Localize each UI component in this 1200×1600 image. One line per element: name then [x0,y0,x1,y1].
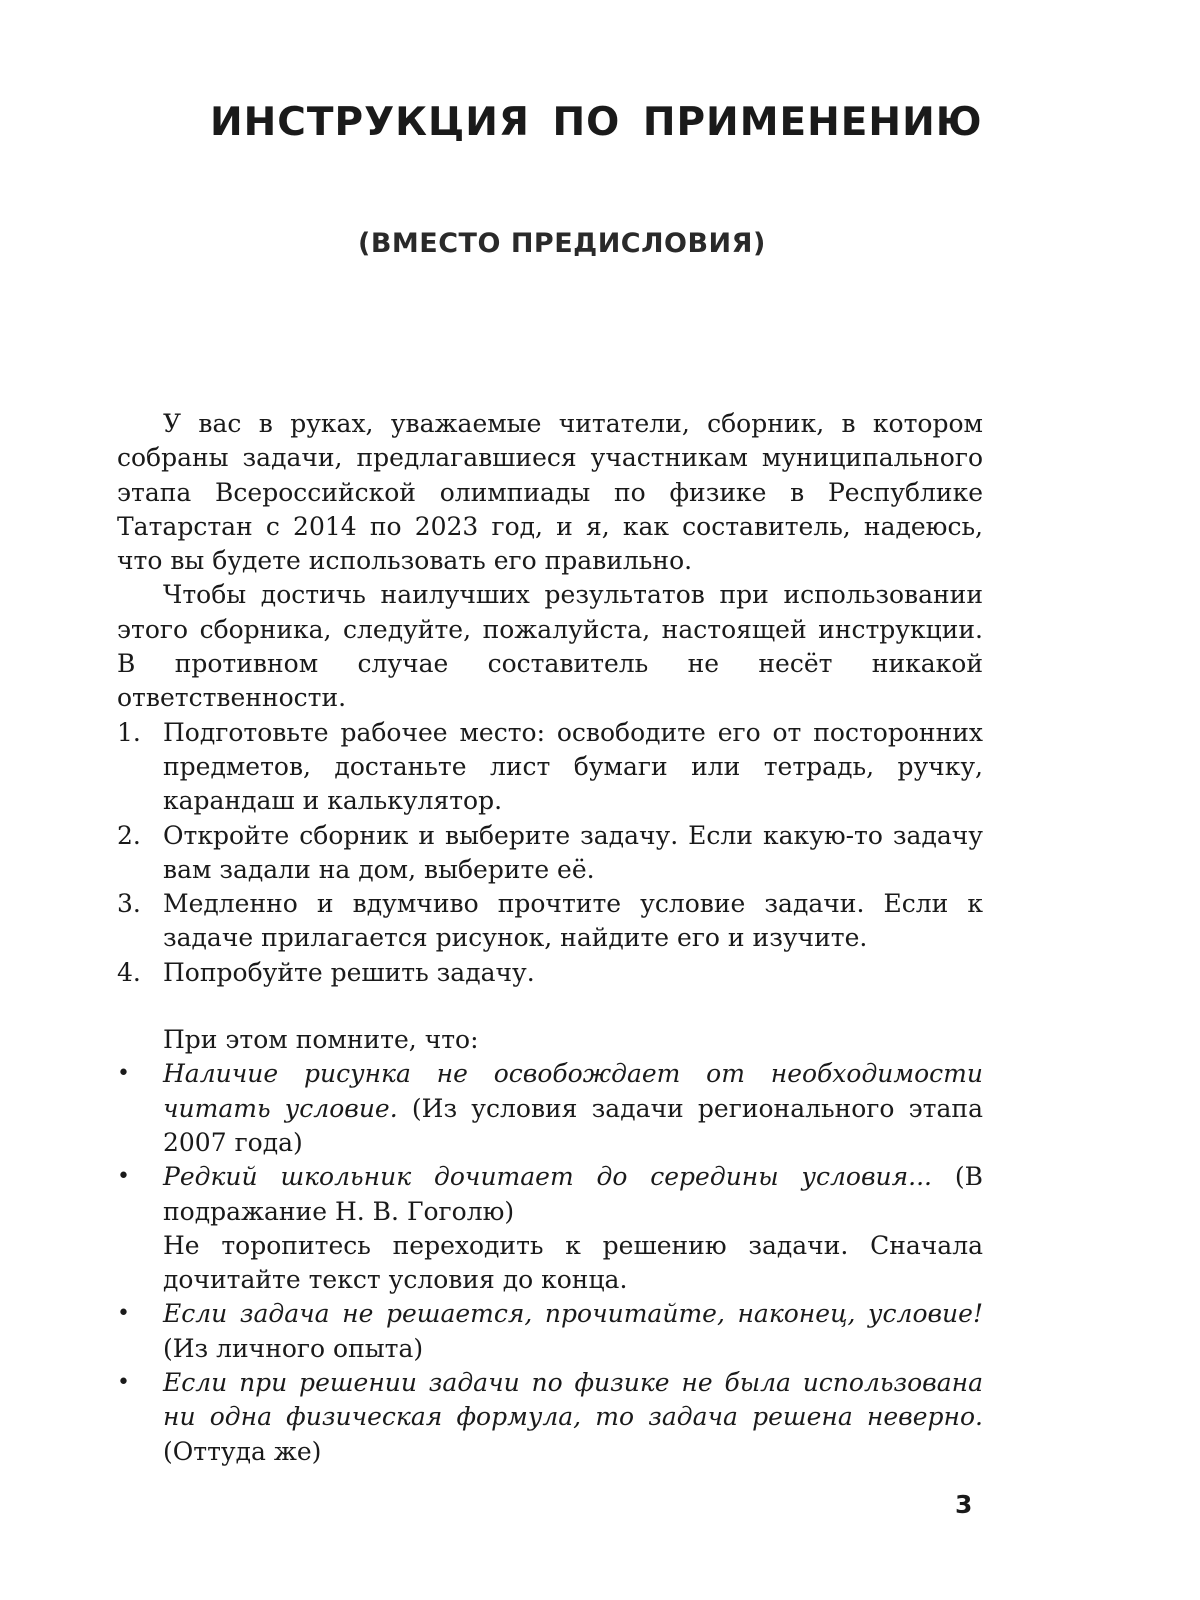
bullet-icon: • [117,1061,130,1087]
step-text: Откройте сборник и выберите задачу. Если какую-то задачу вам задали на дом, выберите её. [163,820,983,884]
step-text: Подготовьте рабочее место: освободите его от посторонних предметов, достаньте лист бумаги или тетрадь, ручку, карандаш и калькулятор. [163,717,983,816]
tip-quote: Если при решении задачи по физике не была использована ни одна физическая формула, то задача решена неверно. [163,1368,983,1432]
tip-quote: Редкий школьник дочитает до середины условия... [163,1162,933,1192]
tip-source: (Оттуда же) [163,1436,322,1466]
tip-item [117,1366,983,1469]
page-subtitle: (ВМЕСТО ПРЕДИСЛОВИЯ) [358,228,766,259]
page-title: ИНСТРУКЦИЯ ПО ПРИМЕНЕНИЮ [210,100,983,145]
step-item [117,956,983,990]
tip-item [117,1297,983,1366]
tip-quote: Наличие рисунка не освобождает от необходимости читать условие. [163,1059,983,1123]
bullet-icon: • [117,1370,130,1396]
paragraph-instructions: Чтобы достичь наилучших результатов при использовании этого сборника, следуйте, пожалуйста, настоящей инструкции. В противном случае составитель не несёт никакой ответственности. [117,580,983,713]
step-number: 1. [117,717,141,747]
step-item [117,887,983,956]
step-number: 4. [117,957,141,987]
page-number: 3 [955,1490,973,1519]
body-text [117,407,983,1469]
tip-continuation: Не торопитесь переходить к решению задачи. Сначала дочитайте текст условия до конца. [163,1230,983,1295]
steps-list [117,716,983,990]
tips-list [117,1057,983,1469]
step-number: 3. [117,889,141,919]
bullet-icon: • [117,1301,130,1327]
step-item [117,716,983,819]
note-intro: При этом помните, что: [163,1025,479,1055]
tip-quote: Если задача не решается, прочитайте, наконец, условие! [163,1299,983,1329]
step-text: Медленно и вдумчиво прочтите условие задачи. Если к задаче прилагается рисунок, найдите его и изучите. [163,889,983,953]
tip-source: (Из личного опыта) [163,1333,424,1363]
tip-item [117,1160,983,1297]
step-item [117,819,983,888]
paragraph-intro: У вас в руках, уважаемые читатели, сборник, в котором собраны задачи, предлагавшиеся участникам муниципального этапа Всероссийской олимпиады по физике в Республике Татарстан с 2014 по 2023 год, и я, как составитель, надеюсь, что вы будете использовать его правильно. [117,409,983,576]
tip-item [117,1057,983,1160]
bullet-icon: • [117,1164,130,1190]
tip-source: (Из условия задачи регионального этапа 2007 года) [163,1093,983,1157]
step-number: 2. [117,820,141,850]
step-text: Попробуйте решить задачу. [163,957,535,987]
tip-source: (В подражание Н. В. Гоголю) [163,1162,983,1226]
